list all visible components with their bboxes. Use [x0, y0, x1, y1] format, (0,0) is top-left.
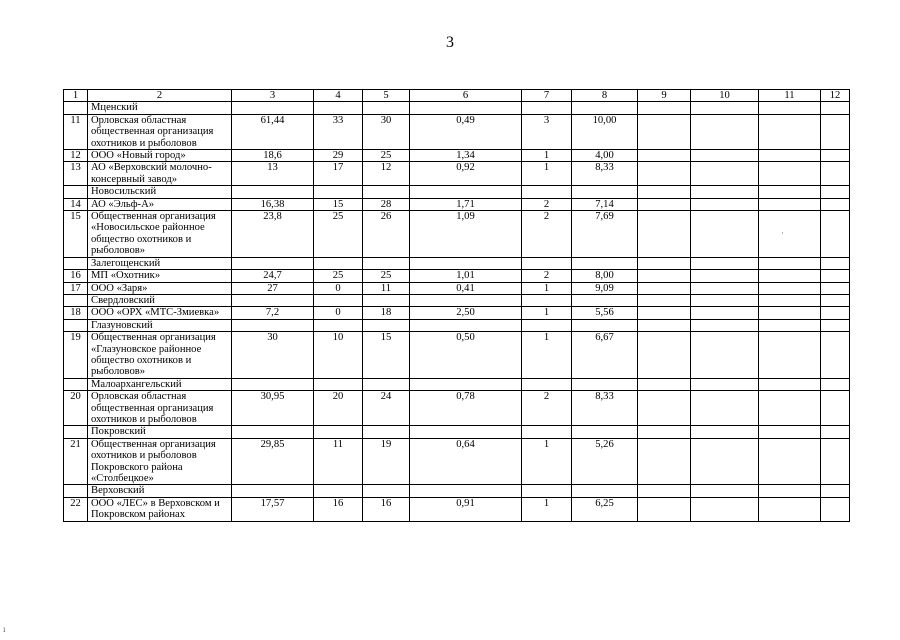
empty-cell	[638, 319, 691, 331]
value-cell-c3: 13	[232, 162, 314, 186]
row-number-cell	[64, 257, 88, 269]
row-number-cell	[64, 426, 88, 438]
value-cell-c8: 10,00	[572, 114, 638, 149]
empty-cell	[572, 257, 638, 269]
table-row	[64, 198, 850, 210]
district-name-cell: Свердловский	[88, 294, 232, 306]
organization-name-cell: Орловская областная общественная организация охотников и рыболовов	[88, 391, 232, 426]
empty-cell	[572, 485, 638, 497]
empty-cell	[691, 497, 759, 521]
empty-cell	[232, 319, 314, 331]
value-cell-c8: 8,33	[572, 391, 638, 426]
district-row	[64, 485, 850, 497]
district-name-cell: Верховский	[88, 485, 232, 497]
empty-cell	[363, 426, 410, 438]
empty-cell	[691, 198, 759, 210]
empty-cell	[691, 426, 759, 438]
empty-cell	[821, 294, 850, 306]
organization-name-cell: Общественная организация «Глазуновское районное общество охотников и рыболовов»	[88, 332, 232, 379]
header-cell: 12	[821, 90, 850, 102]
header-cell: 8	[572, 90, 638, 102]
value-cell-c4: 0	[314, 282, 363, 294]
empty-cell	[638, 198, 691, 210]
empty-cell	[638, 186, 691, 198]
value-cell-c4: 17	[314, 162, 363, 186]
empty-cell	[638, 307, 691, 319]
empty-cell	[691, 332, 759, 379]
data-table	[63, 89, 850, 522]
value-cell-c6: 0,92	[410, 162, 522, 186]
row-number-cell: 18	[64, 307, 88, 319]
organization-name-cell: МП «Охотник»	[88, 270, 232, 282]
table-row	[64, 332, 850, 379]
value-cell-c6: 1,01	[410, 270, 522, 282]
empty-cell	[821, 282, 850, 294]
value-cell-c3: 23,8	[232, 211, 314, 258]
header-cell: 10	[691, 90, 759, 102]
empty-cell	[759, 378, 821, 390]
value-cell-c8: 7,14	[572, 198, 638, 210]
empty-cell	[638, 270, 691, 282]
empty-cell	[691, 391, 759, 426]
district-name-cell: Залегощенский	[88, 257, 232, 269]
organization-name-cell: АО «Эльф-А»	[88, 198, 232, 210]
empty-cell	[572, 186, 638, 198]
organization-name-cell: Общественная организация «Новосильское районное общество охотников и рыболовов»	[88, 211, 232, 258]
value-cell-c4: 10	[314, 332, 363, 379]
empty-cell	[759, 186, 821, 198]
empty-cell	[410, 319, 522, 331]
value-cell-c6: 0,78	[410, 391, 522, 426]
empty-cell	[759, 294, 821, 306]
empty-cell	[759, 257, 821, 269]
header-cell: 11	[759, 90, 821, 102]
empty-cell	[691, 319, 759, 331]
empty-cell	[821, 162, 850, 186]
organization-name-cell: Общественная организация охотников и рыболовов Покровского района «Столбецкое»	[88, 438, 232, 485]
value-cell-c5: 16	[363, 497, 410, 521]
value-cell-c7: 3	[522, 114, 572, 149]
empty-cell	[821, 378, 850, 390]
scan-dot: ı	[3, 624, 6, 634]
empty-cell	[410, 102, 522, 114]
district-name-cell: Новосильский	[88, 186, 232, 198]
empty-cell	[638, 332, 691, 379]
value-cell-c4: 33	[314, 114, 363, 149]
empty-cell	[759, 319, 821, 331]
empty-cell	[410, 485, 522, 497]
empty-cell	[821, 150, 850, 162]
row-number-cell: 22	[64, 497, 88, 521]
value-cell-c3: 16,38	[232, 198, 314, 210]
empty-cell	[759, 332, 821, 379]
empty-cell	[759, 485, 821, 497]
value-cell-c6: 0,49	[410, 114, 522, 149]
empty-cell	[314, 102, 363, 114]
value-cell-c3: 30,95	[232, 391, 314, 426]
empty-cell	[522, 378, 572, 390]
table-row	[64, 162, 850, 186]
empty-cell	[821, 211, 850, 258]
table-row	[64, 150, 850, 162]
value-cell-c4: 11	[314, 438, 363, 485]
value-cell-c6: 0,41	[410, 282, 522, 294]
district-name-cell: Малоархангельский	[88, 378, 232, 390]
empty-cell	[638, 378, 691, 390]
value-cell-c7: 1	[522, 162, 572, 186]
empty-cell	[314, 426, 363, 438]
value-cell-c8: 9,09	[572, 282, 638, 294]
empty-cell	[410, 257, 522, 269]
value-cell-c3: 61,44	[232, 114, 314, 149]
table-row	[64, 391, 850, 426]
empty-cell	[821, 114, 850, 149]
value-cell-c4: 0	[314, 307, 363, 319]
value-cell-c6: 0,64	[410, 438, 522, 485]
value-cell-c8: 5,56	[572, 307, 638, 319]
empty-cell	[691, 438, 759, 485]
value-cell-c3: 24,7	[232, 270, 314, 282]
table-row	[64, 270, 850, 282]
empty-cell	[821, 270, 850, 282]
table-row	[64, 497, 850, 521]
empty-cell	[691, 282, 759, 294]
empty-cell	[522, 426, 572, 438]
organization-name-cell: Орловская областная общественная организация охотников и рыболовов	[88, 114, 232, 149]
value-cell-c4: 15	[314, 198, 363, 210]
value-cell-c8: 4,00	[572, 150, 638, 162]
empty-cell	[363, 102, 410, 114]
value-cell-c5: 11	[363, 282, 410, 294]
organization-name-cell: ООО «Заря»	[88, 282, 232, 294]
value-cell-c5: 25	[363, 270, 410, 282]
value-cell-c7: 1	[522, 282, 572, 294]
value-cell-c6: 0,91	[410, 497, 522, 521]
empty-cell	[232, 378, 314, 390]
empty-cell	[232, 426, 314, 438]
value-cell-c6: 2,50	[410, 307, 522, 319]
empty-cell	[522, 294, 572, 306]
value-cell-c8: 5,26	[572, 438, 638, 485]
empty-cell	[691, 186, 759, 198]
empty-cell	[691, 307, 759, 319]
empty-cell	[410, 186, 522, 198]
empty-cell	[759, 211, 821, 258]
empty-cell	[363, 257, 410, 269]
row-number-cell: 16	[64, 270, 88, 282]
empty-cell	[314, 186, 363, 198]
value-cell-c7: 1	[522, 438, 572, 485]
header-cell: 2	[88, 90, 232, 102]
empty-cell	[691, 150, 759, 162]
empty-cell	[232, 485, 314, 497]
empty-cell	[821, 307, 850, 319]
empty-cell	[522, 102, 572, 114]
empty-cell	[232, 257, 314, 269]
empty-cell	[363, 319, 410, 331]
empty-cell	[638, 257, 691, 269]
empty-cell	[821, 257, 850, 269]
empty-cell	[691, 114, 759, 149]
district-row	[64, 426, 850, 438]
district-row	[64, 378, 850, 390]
empty-cell	[691, 485, 759, 497]
value-cell-c5: 12	[363, 162, 410, 186]
empty-cell	[691, 378, 759, 390]
empty-cell	[638, 211, 691, 258]
empty-cell	[759, 114, 821, 149]
value-cell-c8: 8,00	[572, 270, 638, 282]
empty-cell	[821, 426, 850, 438]
value-cell-c3: 17,57	[232, 497, 314, 521]
empty-cell	[759, 150, 821, 162]
value-cell-c5: 18	[363, 307, 410, 319]
header-cell: 4	[314, 90, 363, 102]
header-cell: 5	[363, 90, 410, 102]
value-cell-c3: 29,85	[232, 438, 314, 485]
empty-cell	[572, 102, 638, 114]
empty-cell	[410, 378, 522, 390]
row-number-cell: 14	[64, 198, 88, 210]
empty-cell	[691, 270, 759, 282]
value-cell-c6: 1,34	[410, 150, 522, 162]
district-name-cell: Мценский	[88, 102, 232, 114]
empty-cell	[759, 102, 821, 114]
header-row	[64, 90, 850, 102]
row-number-cell: 12	[64, 150, 88, 162]
value-cell-c3: 27	[232, 282, 314, 294]
scan-dot: ·	[781, 228, 784, 238]
district-name-cell: Глазуновский	[88, 319, 232, 331]
empty-cell	[759, 438, 821, 485]
value-cell-c7: 2	[522, 198, 572, 210]
value-cell-c5: 26	[363, 211, 410, 258]
value-cell-c7: 1	[522, 497, 572, 521]
value-cell-c6: 1,71	[410, 198, 522, 210]
header-cell: 7	[522, 90, 572, 102]
header-cell: 3	[232, 90, 314, 102]
organization-name-cell: ООО «Новый город»	[88, 150, 232, 162]
value-cell-c4: 20	[314, 391, 363, 426]
district-row	[64, 102, 850, 114]
district-row	[64, 186, 850, 198]
empty-cell	[572, 294, 638, 306]
row-number-cell: 21	[64, 438, 88, 485]
row-number-cell	[64, 319, 88, 331]
empty-cell	[638, 150, 691, 162]
organization-name-cell: АО «Верховский молочно-консервный завод»	[88, 162, 232, 186]
empty-cell	[232, 102, 314, 114]
value-cell-c7: 2	[522, 391, 572, 426]
organization-name-cell: ООО «ОРХ «МТС-Змиевка»	[88, 307, 232, 319]
value-cell-c7: 1	[522, 307, 572, 319]
value-cell-c8: 8,33	[572, 162, 638, 186]
empty-cell	[314, 378, 363, 390]
empty-cell	[572, 426, 638, 438]
row-number-cell: 15	[64, 211, 88, 258]
row-number-cell: 13	[64, 162, 88, 186]
value-cell-c6: 0,50	[410, 332, 522, 379]
empty-cell	[821, 438, 850, 485]
organization-name-cell: ООО «ЛЕС» в Верховском и Покровском районах	[88, 497, 232, 521]
value-cell-c7: 1	[522, 150, 572, 162]
empty-cell	[638, 485, 691, 497]
header-cell: 9	[638, 90, 691, 102]
empty-cell	[232, 294, 314, 306]
row-number-cell	[64, 294, 88, 306]
empty-cell	[314, 319, 363, 331]
empty-cell	[638, 294, 691, 306]
empty-cell	[821, 485, 850, 497]
empty-cell	[759, 391, 821, 426]
empty-cell	[691, 211, 759, 258]
value-cell-c3: 7,2	[232, 307, 314, 319]
empty-cell	[691, 102, 759, 114]
value-cell-c8: 6,67	[572, 332, 638, 379]
empty-cell	[821, 391, 850, 426]
empty-cell	[572, 319, 638, 331]
empty-cell	[638, 282, 691, 294]
empty-cell	[638, 162, 691, 186]
row-number-cell: 20	[64, 391, 88, 426]
table-row	[64, 211, 850, 258]
value-cell-c5: 28	[363, 198, 410, 210]
row-number-cell	[64, 378, 88, 390]
empty-cell	[821, 319, 850, 331]
table-row	[64, 438, 850, 485]
row-number-cell	[64, 102, 88, 114]
empty-cell	[314, 485, 363, 497]
value-cell-c7: 2	[522, 270, 572, 282]
district-name-cell: Покровский	[88, 426, 232, 438]
empty-cell	[691, 162, 759, 186]
empty-cell	[821, 332, 850, 379]
empty-cell	[522, 257, 572, 269]
value-cell-c4: 16	[314, 497, 363, 521]
page-number: 3	[446, 34, 454, 51]
empty-cell	[363, 485, 410, 497]
district-row	[64, 257, 850, 269]
value-cell-c5: 19	[363, 438, 410, 485]
empty-cell	[691, 257, 759, 269]
empty-cell	[821, 497, 850, 521]
empty-cell	[759, 270, 821, 282]
empty-cell	[363, 186, 410, 198]
empty-cell	[410, 294, 522, 306]
value-cell-c6: 1,09	[410, 211, 522, 258]
value-cell-c4: 29	[314, 150, 363, 162]
row-number-cell	[64, 485, 88, 497]
value-cell-c3: 30	[232, 332, 314, 379]
empty-cell	[572, 378, 638, 390]
empty-cell	[363, 378, 410, 390]
empty-cell	[759, 307, 821, 319]
value-cell-c7: 2	[522, 211, 572, 258]
empty-cell	[522, 485, 572, 497]
empty-cell	[638, 497, 691, 521]
value-cell-c7: 1	[522, 332, 572, 379]
empty-cell	[638, 438, 691, 485]
table-row	[64, 282, 850, 294]
value-cell-c5: 30	[363, 114, 410, 149]
empty-cell	[821, 186, 850, 198]
row-number-cell	[64, 186, 88, 198]
value-cell-c5: 25	[363, 150, 410, 162]
row-number-cell: 11	[64, 114, 88, 149]
empty-cell	[522, 319, 572, 331]
empty-cell	[314, 257, 363, 269]
table-row	[64, 114, 850, 149]
empty-cell	[759, 162, 821, 186]
header-cell: 6	[410, 90, 522, 102]
value-cell-c5: 24	[363, 391, 410, 426]
empty-cell	[232, 186, 314, 198]
value-cell-c4: 25	[314, 270, 363, 282]
empty-cell	[759, 426, 821, 438]
value-cell-c8: 7,69	[572, 211, 638, 258]
empty-cell	[691, 294, 759, 306]
row-number-cell: 19	[64, 332, 88, 379]
empty-cell	[759, 497, 821, 521]
empty-cell	[821, 102, 850, 114]
empty-cell	[314, 294, 363, 306]
district-row	[64, 319, 850, 331]
row-number-cell: 17	[64, 282, 88, 294]
empty-cell	[410, 426, 522, 438]
value-cell-c5: 15	[363, 332, 410, 379]
empty-cell	[363, 294, 410, 306]
empty-cell	[759, 198, 821, 210]
value-cell-c3: 18,6	[232, 150, 314, 162]
district-row	[64, 294, 850, 306]
empty-cell	[638, 426, 691, 438]
empty-cell	[821, 198, 850, 210]
empty-cell	[759, 282, 821, 294]
empty-cell	[638, 102, 691, 114]
header-cell: 1	[64, 90, 88, 102]
value-cell-c8: 6,25	[572, 497, 638, 521]
table-row	[64, 307, 850, 319]
empty-cell	[638, 114, 691, 149]
empty-cell	[522, 186, 572, 198]
empty-cell	[638, 391, 691, 426]
value-cell-c4: 25	[314, 211, 363, 258]
